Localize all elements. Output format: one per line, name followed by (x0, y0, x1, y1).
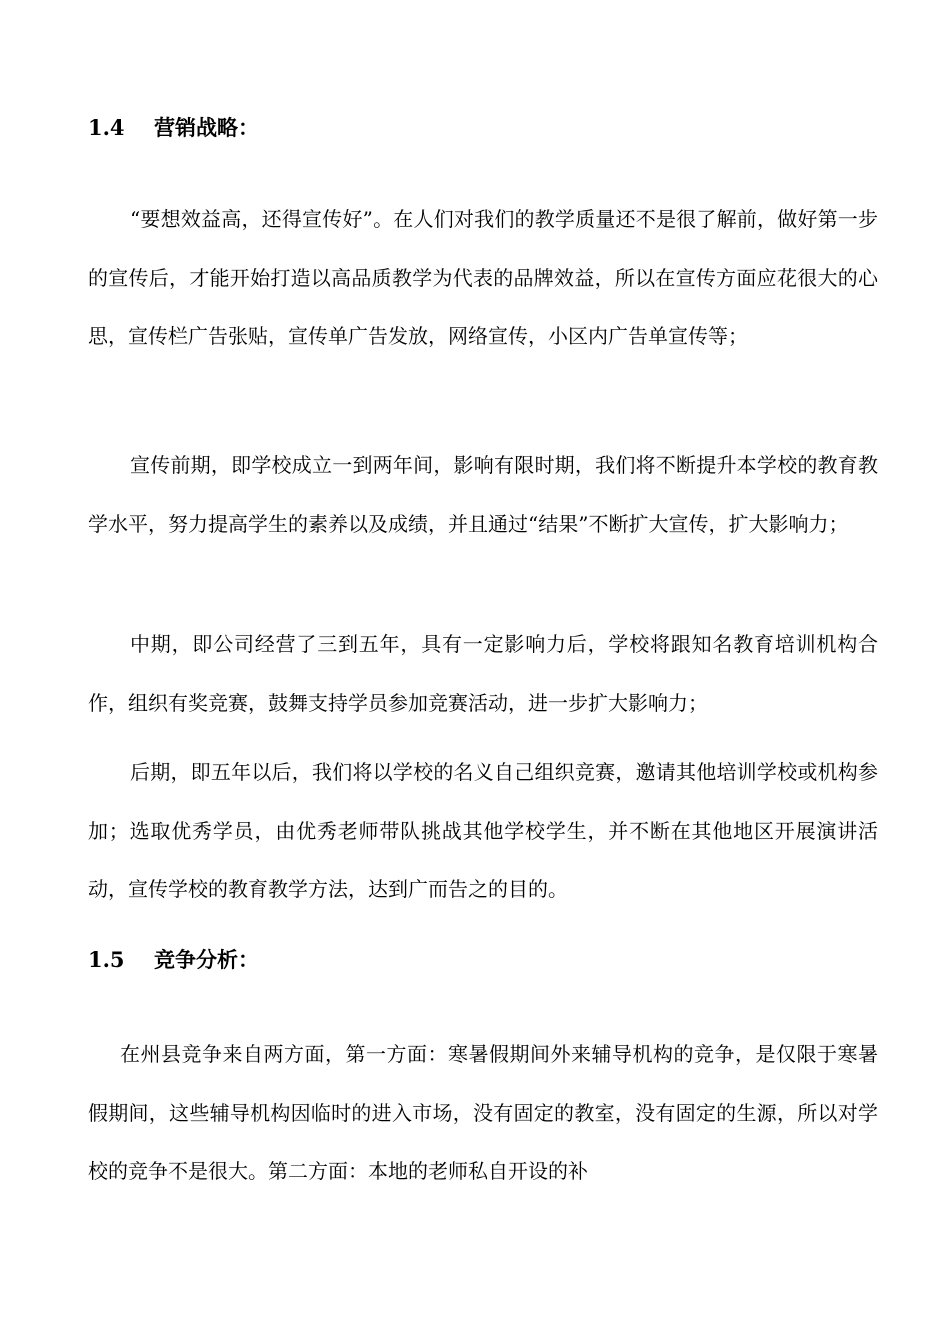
section-title: 营销战略： (154, 115, 259, 140)
paragraph: 中期，即公司经营了三到五年，具有一定影响力后，学校将跟知名教育培训机构合作，组织有奖竞赛，鼓舞支持学员参加竞赛活动，进一步扩大影响力； (88, 632, 878, 715)
section-heading-1-5 (88, 946, 259, 974)
section-title: 竞争分析： (154, 947, 259, 972)
paragraph: 宣传前期，即学校成立一到两年间，影响有限时期，我们将不断提升本学校的教育教学水平，努力提高学生的素养以及成绩，并且通过“结果”不断扩大宣传，扩大影响力； (88, 453, 878, 536)
paragraph: “要想效益高，还得宣传好”。在人们对我们的教学质量还不是很了解前，做好第一步的宣传后，才能开始打造以高品质教学为代表的品牌效益，所以在宣传方面应花很大的心思，宣传栏广告张贴，宣传单广告发放，网络宣传，小区内广告单宣传等； (88, 207, 878, 348)
paragraph: 后期，即五年以后，我们将以学校的名义自己组织竞赛，邀请其他培训学校或机构参加；选取优秀学员，由优秀老师带队挑战其他学校学生，并不断在其他地区开展演讲活动，宣传学校的教育教学方法，达到广而告之的目的。 (88, 760, 878, 901)
section-number: 1.5 (88, 947, 125, 972)
section-heading-1-4 (88, 114, 259, 142)
paragraph: 在州县竞争来自两方面，第一方面：寒暑假期间外来辅导机构的竞争，是仅限于寒暑假期间，这些辅导机构因临时的进入市场，没有固定的教室，没有固定的生源，所以对学校的竞争不是很大。第二方面：本地的老师私自开设的补 (88, 1042, 878, 1183)
section-number: 1.4 (88, 115, 125, 140)
